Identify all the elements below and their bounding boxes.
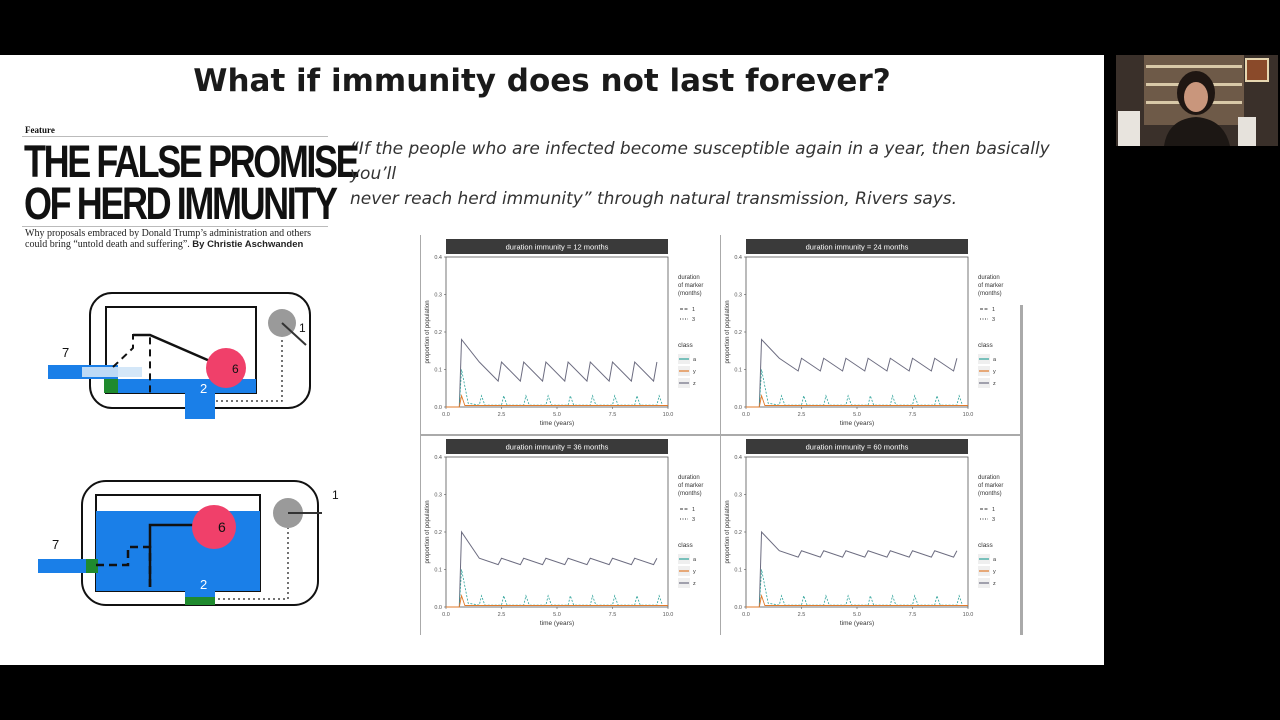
label-2: 2: [200, 381, 208, 396]
x-tick-label: 5.0: [853, 612, 861, 618]
x-axis-label: time (years): [539, 420, 575, 427]
legend-class-label: z: [993, 581, 996, 587]
legend-class-label: a: [693, 357, 697, 363]
y-tick-label: 0.0: [434, 405, 442, 411]
legend-marker-title: (months): [978, 291, 1002, 297]
legend-marker-label: 3: [692, 517, 696, 523]
legend-marker-title: duration: [678, 275, 700, 281]
x-tick-label: 5.0: [553, 412, 561, 418]
y-tick-label: 0.2: [734, 330, 742, 336]
y-tick-label: 0.1: [434, 567, 442, 574]
legend-class-label: z: [993, 381, 996, 387]
legend-class-label: y: [693, 369, 696, 375]
label-7: 7: [62, 345, 70, 360]
legend-marker-title: of marker: [678, 283, 704, 289]
shelf: [1146, 65, 1242, 68]
chart-panel-12-months: [420, 235, 720, 435]
y-tick-label: 0.3: [734, 292, 742, 299]
divider: [22, 226, 328, 227]
x-tick-label: 10.0: [962, 412, 974, 418]
y-tick-label: 0.1: [734, 567, 742, 574]
label-1: 1: [299, 321, 306, 335]
drain-valve: [185, 597, 215, 605]
label-2: 2: [200, 577, 208, 592]
article-headline-line1: THE FALSE PROMISE: [24, 136, 358, 187]
y-tick-label: 0.3: [734, 492, 742, 499]
label-6: 6: [218, 519, 226, 535]
legend-marker-label: 3: [992, 517, 996, 523]
x-axis-label: time (years): [539, 620, 575, 627]
legend-marker-title: (months): [978, 491, 1002, 497]
legend-class-label: a: [693, 557, 697, 563]
x-tick-label: 5.0: [553, 612, 561, 618]
x-tick-label: 2.5: [797, 612, 806, 618]
legend-class-label: z: [693, 381, 696, 387]
y-tick-label: 0.4: [734, 455, 742, 461]
legend-class-label: y: [993, 369, 996, 375]
y-tick-label: 0.2: [434, 330, 442, 336]
y-tick-label: 0.0: [734, 405, 742, 411]
plot-area: [446, 257, 668, 407]
legend-class-label: y: [993, 569, 996, 575]
article-deck: [25, 228, 325, 250]
x-tick-label: 0.0: [442, 612, 450, 618]
panel-border: [1020, 305, 1023, 635]
x-tick-label: 0.0: [442, 412, 450, 418]
y-tick-label: 0.0: [434, 605, 442, 611]
legend-marker-label: 1: [992, 307, 996, 313]
label-6: 6: [232, 362, 239, 376]
legend-class-title: class: [678, 342, 693, 349]
y-tick-label: 0.3: [434, 492, 442, 499]
label-7: 7: [52, 537, 60, 552]
article-byline: By Christie Aschwanden: [192, 239, 304, 250]
facet-title: duration immunity = 24 months: [805, 242, 909, 252]
x-tick-label: 10.0: [662, 612, 674, 618]
y-tick-label: 0.4: [434, 255, 442, 261]
article-clipping: [22, 125, 358, 253]
legend-marker-label: 1: [692, 507, 696, 513]
legend-marker-title: of marker: [978, 283, 1004, 289]
y-tick-label: 0.4: [734, 255, 742, 261]
legend-marker-label: 3: [692, 317, 696, 323]
quote-text: [350, 137, 1100, 212]
water-spray: [82, 367, 142, 377]
plot-area: [746, 257, 968, 407]
legend-marker-title: duration: [678, 475, 700, 481]
y-tick-label: 0.1: [434, 367, 442, 374]
x-tick-label: 5.0: [853, 412, 861, 418]
quote-line2: never reach herd immunity” through natural transmission, Rivers says.: [350, 189, 958, 209]
tank-diagram-top: [38, 283, 328, 418]
article-section-label: Feature: [25, 125, 55, 135]
legend-marker-label: 1: [692, 307, 696, 313]
y-tick-label: 0.3: [434, 292, 442, 299]
y-axis-label: proportion of population: [725, 500, 731, 564]
plot-area: [446, 457, 668, 607]
lamp: [1238, 117, 1256, 146]
chart-panel-36-months: [420, 435, 720, 635]
y-tick-label: 0.2: [734, 530, 742, 536]
label-1: 1: [332, 488, 339, 502]
x-tick-label: 0.0: [742, 612, 750, 618]
x-tick-label: 2.5: [497, 612, 506, 618]
chart-panel-24-months: [720, 235, 1020, 435]
y-tick-label: 0.4: [434, 455, 442, 461]
x-tick-label: 10.0: [662, 412, 674, 418]
facet-title: duration immunity = 60 months: [805, 442, 909, 452]
legend-class-label: a: [993, 357, 997, 363]
x-tick-label: 2.5: [497, 412, 506, 418]
legend-marker-title: duration: [978, 475, 1000, 481]
webcam-video: [1116, 55, 1278, 146]
legend-marker-label: 3: [992, 317, 996, 323]
x-tick-label: 7.5: [608, 612, 617, 618]
chart-panel-60-months: [720, 435, 1020, 635]
y-tick-label: 0.2: [434, 530, 442, 536]
float-ball: [206, 348, 246, 388]
legend-marker-title: of marker: [978, 483, 1004, 489]
y-axis-label: proportion of population: [425, 500, 431, 564]
legend-marker-title: duration: [978, 275, 1000, 281]
facet-title: duration immunity = 12 months: [505, 242, 609, 252]
deck-line2: could bring “untold death and suffering”.: [25, 239, 190, 250]
legend-class-title: class: [978, 542, 993, 549]
plot-area: [746, 457, 968, 607]
x-tick-label: 7.5: [908, 612, 917, 618]
legend-marker-label: 1: [992, 507, 996, 513]
tank-diagram-bottom: [30, 475, 339, 615]
valve: [104, 379, 118, 393]
faceted-chart: [420, 235, 1024, 635]
wall-picture: [1246, 59, 1268, 81]
legend-class-label: a: [993, 557, 997, 563]
legend-class-title: class: [678, 542, 693, 549]
x-axis-label: time (years): [839, 620, 875, 627]
legend-class-title: class: [978, 342, 993, 349]
legend-marker-title: (months): [678, 491, 702, 497]
y-axis-label: proportion of population: [425, 300, 431, 364]
cabinet: [1118, 111, 1140, 146]
slide-title: What if immunity does not last forever?: [193, 63, 891, 99]
legend-marker-title: (months): [678, 291, 702, 297]
legend-marker-title: of marker: [678, 483, 704, 489]
x-tick-label: 2.5: [797, 412, 806, 418]
person-face: [1184, 82, 1208, 112]
y-tick-label: 0.1: [734, 367, 742, 374]
y-axis-label: proportion of population: [725, 300, 731, 364]
y-tick-label: 0.0: [734, 605, 742, 611]
panel-border: [420, 434, 1020, 436]
legend-class-label: y: [693, 569, 696, 575]
quote-line1: “If the people who are infected become susceptible again in a year, then basically you’ll: [350, 139, 1050, 184]
presentation-slide: [0, 55, 1104, 665]
facet-title: duration immunity = 36 months: [505, 442, 609, 452]
x-tick-label: 7.5: [608, 412, 617, 418]
float-ball: [192, 505, 236, 549]
article-headline-line2: OF HERD IMMUNITY: [24, 178, 336, 229]
x-axis-label: time (years): [839, 420, 875, 427]
deck-line1: Why proposals embraced by Donald Trump’s administration and others: [25, 228, 312, 239]
x-tick-label: 7.5: [908, 412, 917, 418]
x-tick-label: 10.0: [962, 612, 974, 618]
legend-class-label: z: [693, 581, 696, 587]
x-tick-label: 0.0: [742, 412, 750, 418]
